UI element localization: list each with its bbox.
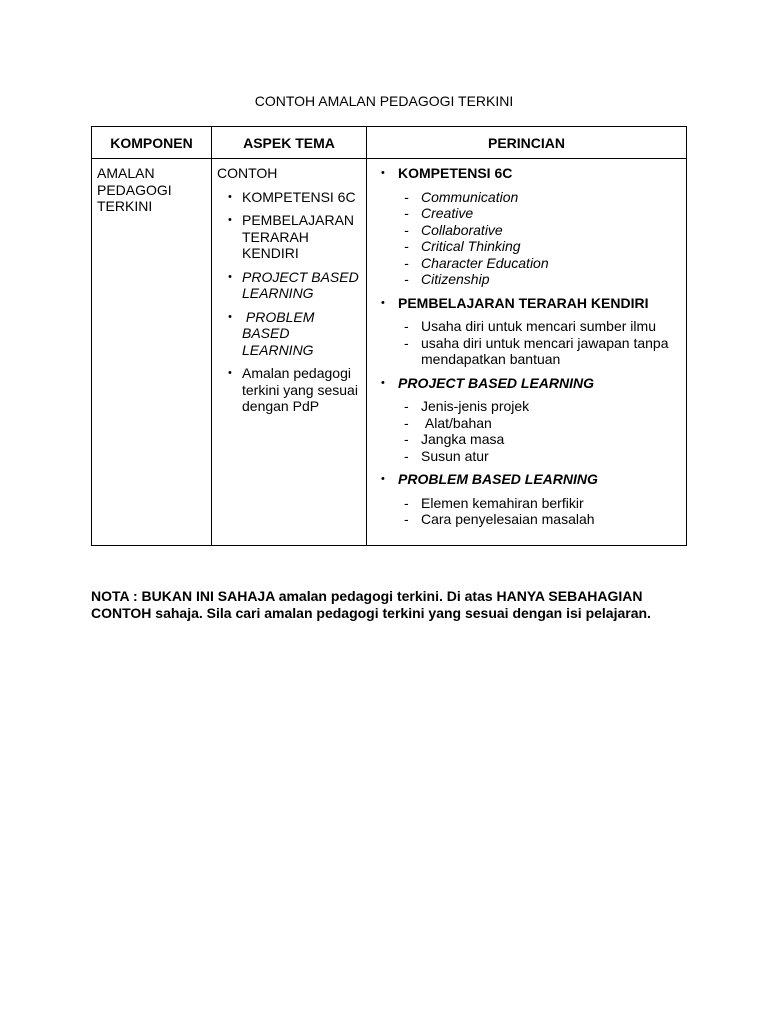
list-item: - Creative <box>398 205 681 222</box>
table-header-row <box>92 127 687 159</box>
cell-komponen <box>92 159 212 546</box>
section-heading: • KOMPETENSI 6C <box>398 165 513 181</box>
section-items <box>398 398 681 464</box>
header-aspek-tema: ASPEK TEMA <box>212 127 367 159</box>
section-heading: • PEMBELAJARAN TERARAH KENDIRI <box>398 294 649 311</box>
komponen-line: TERKINI <box>97 198 153 214</box>
aspek-item: • Amalan pedagogi terkini yang sesuai dengan PdP <box>217 365 361 415</box>
list-item: - Elemen kemahiran berfikir <box>398 495 681 512</box>
aspek-intro: CONTOH <box>217 165 278 181</box>
list-item: - Collaborative <box>398 222 681 239</box>
section-items <box>398 189 681 288</box>
aspek-list <box>217 189 361 415</box>
list-item: - Critical Thinking <box>398 238 681 255</box>
list-item: - Citizenship <box>398 271 681 288</box>
komponen-line: PEDAGOGI <box>97 181 172 198</box>
perincian-section <box>372 165 681 288</box>
list-item: - Usaha diri untuk mencari sumber ilmu <box>398 318 681 335</box>
list-item: - Jenis-jenis projek <box>398 398 681 415</box>
header-komponen: KOMPONEN <box>92 127 212 159</box>
list-item: - Communication <box>398 189 681 206</box>
list-item: - Susun atur <box>398 448 681 465</box>
note-text: NOTA : BUKAN INI SAHAJA amalan pedagogi terkini. Di atas HANYA SEBAHAGIAN CONTOH sahaja. Sila cari amalan pedagogi terkini yang sesuai dengan isi pelajaran. <box>91 588 651 621</box>
list-item: - Alat/bahan <box>398 415 681 432</box>
komponen-line: AMALAN <box>97 165 155 181</box>
perincian-section <box>372 471 681 528</box>
table-row <box>92 159 687 546</box>
section-items <box>398 495 681 528</box>
aspek-item: • PROBLEM BASED LEARNING <box>217 309 361 359</box>
list-item: - Jangka masa <box>398 431 681 448</box>
document-title: CONTOH AMALAN PEDAGOGI TERKINI <box>254 93 514 109</box>
list-item: - Cara penyelesaian masalah <box>398 511 681 528</box>
aspek-item: • KOMPETENSI 6C <box>217 189 361 206</box>
aspek-item: • PROJECT BASED LEARNING <box>217 269 361 302</box>
perincian-section <box>372 375 681 465</box>
cell-aspek-tema <box>212 159 367 546</box>
list-item: - usaha diri untuk mencari jawapan tanpa mendapatkan bantuan <box>398 335 681 368</box>
aspek-item: • PEMBELAJARAN TERARAH KENDIRI <box>217 212 361 262</box>
perincian-section <box>372 295 681 368</box>
perincian-list <box>372 165 681 528</box>
header-perincian: PERINCIAN <box>367 127 687 159</box>
section-items <box>398 318 681 368</box>
cell-perincian <box>367 159 687 546</box>
section-heading: • PROBLEM BASED LEARNING <box>398 471 598 487</box>
section-heading: • PROJECT BASED LEARNING <box>398 374 595 391</box>
list-item: - Character Education <box>398 255 681 272</box>
pedagogy-table <box>91 126 687 546</box>
